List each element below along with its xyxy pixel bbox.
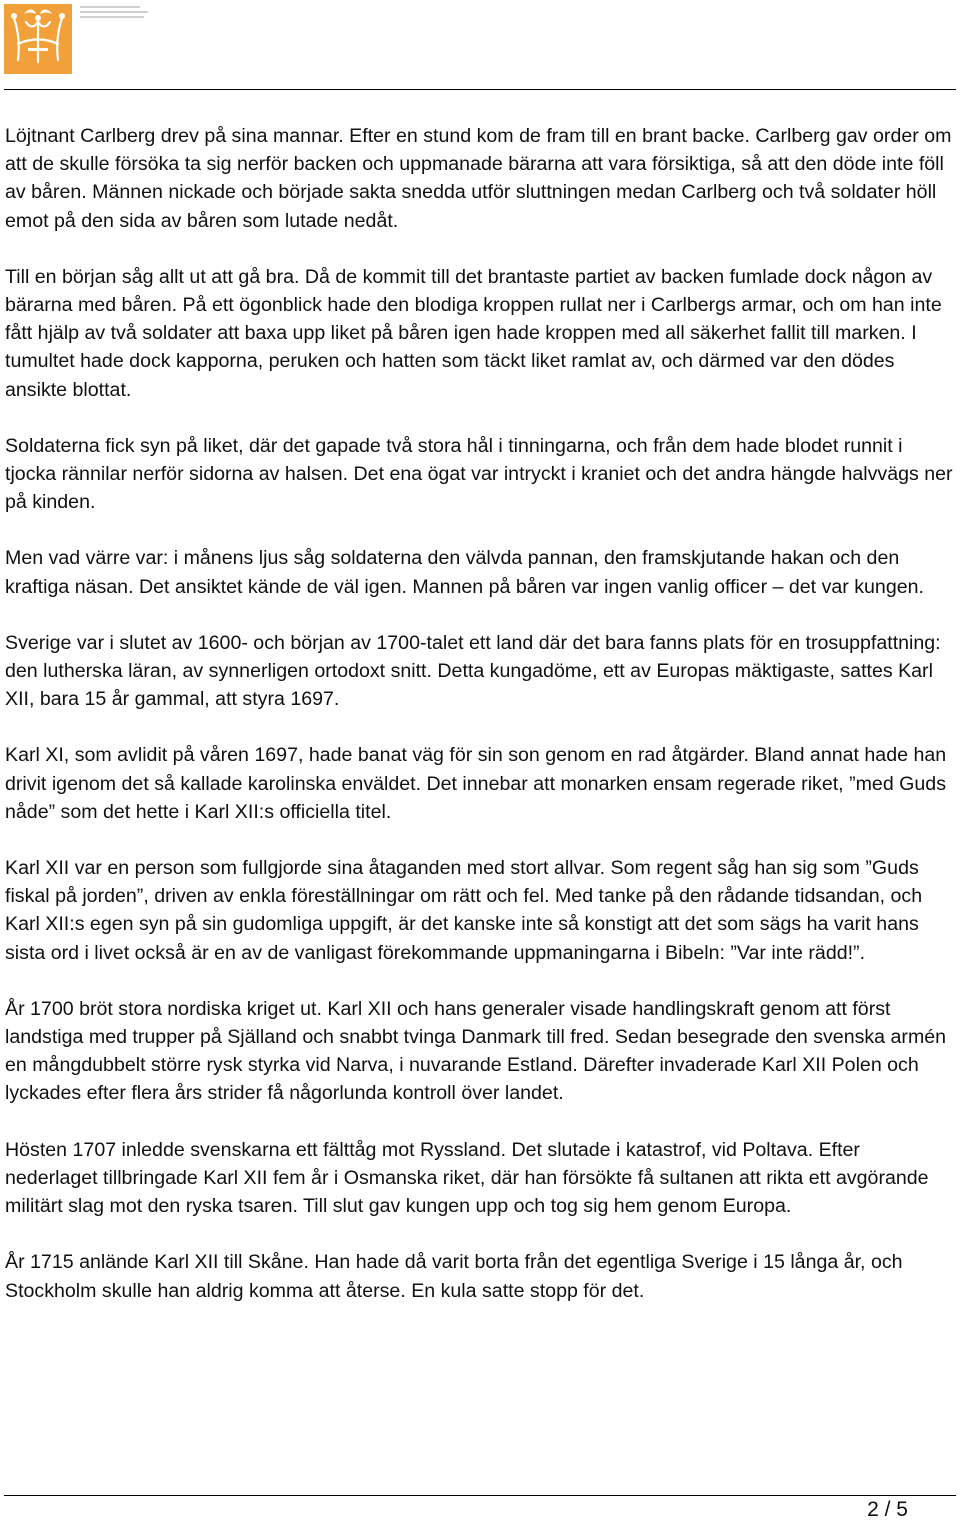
paragraph: År 1715 anlände Karl XII till Skåne. Han hade då varit borta från det egentliga Sverige i 15 långa år, och Stockholm skulle han aldrig komma att återse. En kula satte stopp för det.	[5, 1251, 903, 1302]
paragraph: Karl XII var en person som fullgjorde sina åtaganden med stort allvar. Som regent såg han sig som ”Guds fiskal på jorden”, driven av enkla föreställningar om rätt och fel. Med tanke på den rådande tidsandan, och Karl XII:s egen syn på sin gudomliga uppgift, är det kanske inte så konstigt att det som sägs ha varit hans sista ord i livet också är en av de vanligast förekommande uppmaningarna i Bibeln: ”Var inte rädd!”.	[5, 857, 923, 964]
page-number: 2 / 5	[867, 1498, 908, 1521]
site-logo[interactable]	[4, 4, 72, 74]
header-divider	[4, 89, 956, 90]
paragraph: Sverige var i slutet av 1600- och början av 1700-talet ett land där det bara fanns plats för en trosuppfattning: den lutherska läran, av synnerligen ortodoxt snitt. Detta kungadöme, ett av Europas mäktigaste, sattes Karl XII, bara 15 år gammal, att styra 1697.	[5, 631, 941, 711]
paragraph: Till en början såg allt ut att gå bra. Då de kommit till det brantaste partiet av backen fumlade dock någon av bärarna med båren. På ett ögonblick hade den blodiga kroppen rullat ner i Carlbergs armar, och om han inte fått hjälp av två soldater att baxa upp liket på båren igen hade kroppen med all säkerhet fallit till marken. I tumultet hade dock kapporna, peruken och hatten som täckt liket ramlat av, och därmed var den dödes ansikte blottat.	[5, 265, 942, 401]
paragraph: Karl XI, som avlidit på våren 1697, hade banat väg för sin son genom en rad åtgärder. Bland annat hade han drivit igenom det så kallade karolinska enväldet. Det innebar att monarken ensam regerade riket, ”med Guds nåde” som det hette i Karl XII:s officiella titel.	[5, 744, 947, 823]
footer-divider	[4, 1495, 956, 1496]
logo-caption	[80, 6, 150, 21]
paragraph: Hösten 1707 inledde svenskarna ett fälttåg mot Ryssland. Det slutade i katastrof, vid Poltava. Efter nederlaget tillbringade Karl XII fem år i Osmanska riket, där han försökte få sultanen att rikta ett avgörande militärt slag mot den ryska tsaren. Till slut gav kungen upp och tog sig hem genom Europa.	[5, 1138, 929, 1218]
monogram-logo-icon	[4, 4, 72, 74]
paragraph: Soldaterna fick syn på liket, där det gapade två stora hål i tinningarna, och från dem hade blodet runnit i tjocka rännilar nerför sidorna av halsen. Det ena ögat var intryckt i kraniet och det andra hängde halvvägs ner på kinden.	[5, 434, 953, 514]
paragraph: Löjtnant Carlberg drev på sina mannar. Efter en stund kom de fram till en brant backe. Carlberg gav order om att de skulle försöka ta sig nerför backen och uppmanade bärarna att vara försiktiga, så att den döde inte föll av båren. Männen nickade och började sakta snedda utför sluttningen medan Carlberg och två soldater höll emot på den sida av båren som lutade nedåt.	[5, 125, 952, 232]
paragraph: År 1700 bröt stora nordiska kriget ut. Karl XII och hans generaler visade handlingskraft genom att först landstiga med trupper på Själland och snabbt tvinga Danmark till fred. Sedan besegrade den svenska armén en mångdubbelt större rysk styrka vid Narva, i nuvarande Estland. Därefter invaderade Karl XII Polen och lyckades efter flera års strider få någorlunda kontroll över landet.	[5, 997, 947, 1105]
paragraph: Men vad värre var: i månens ljus såg soldaterna den välvda pannan, den framskjutande hakan och den kraftiga näsan. Det ansiktet kände de väl igen. Mannen på båren var ingen vanlig officer – det var kungen.	[5, 547, 924, 598]
article-body	[5, 122, 955, 1333]
